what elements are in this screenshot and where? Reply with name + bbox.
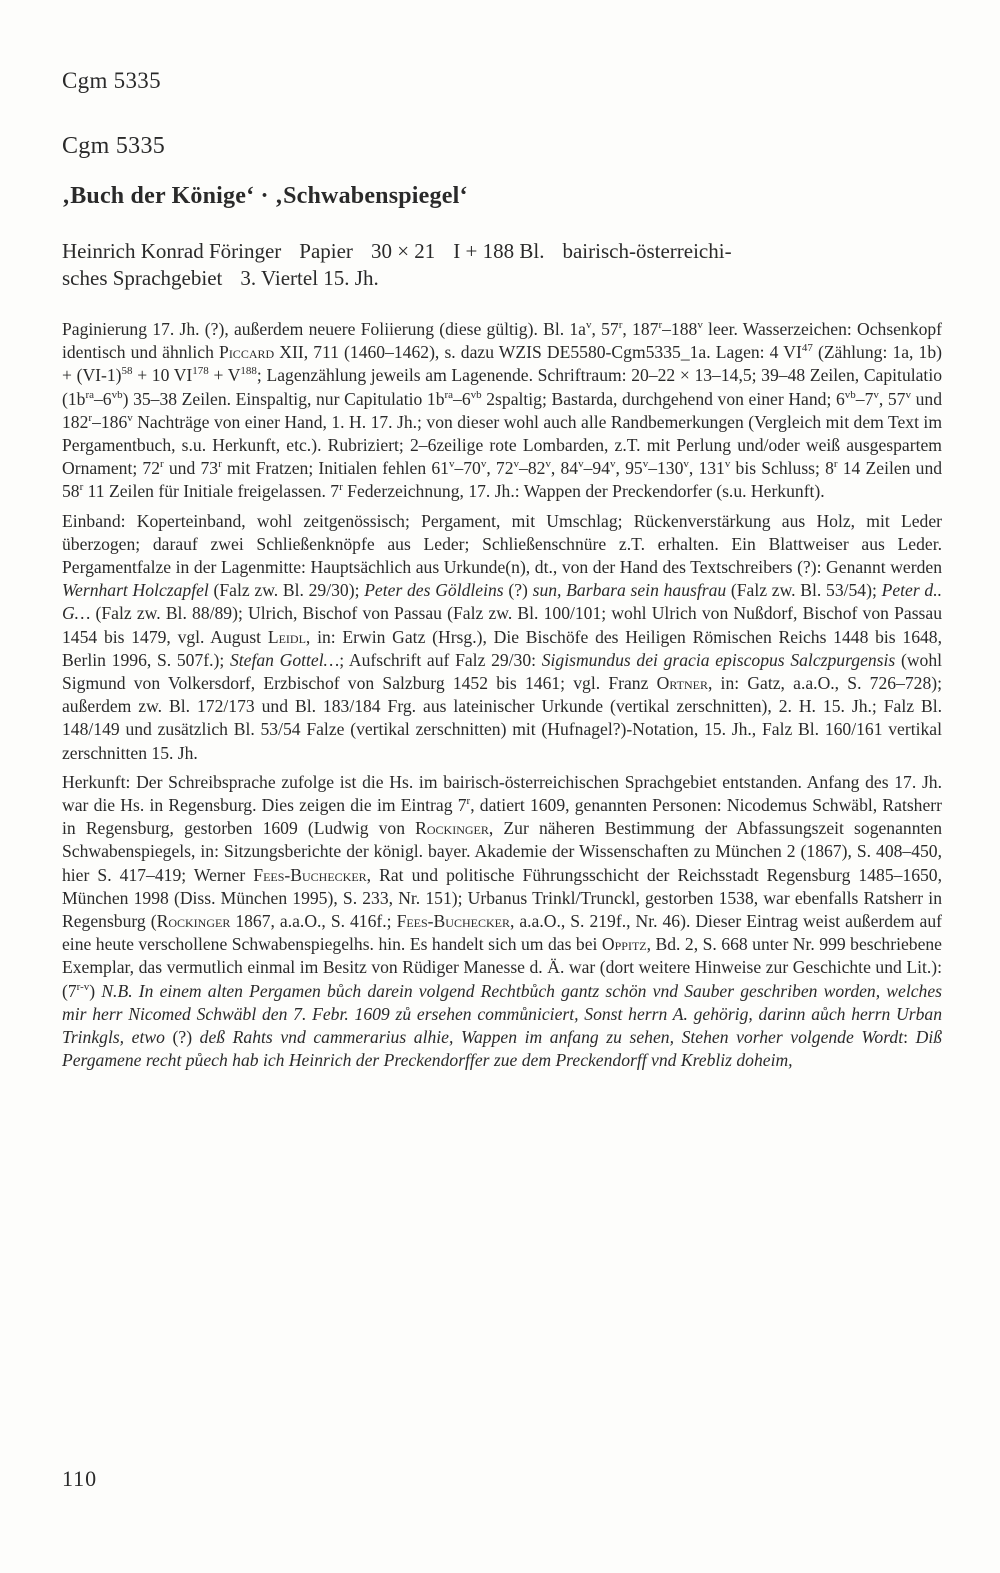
author-name: Piccard (219, 342, 275, 363)
manuscript-metadata (62, 238, 942, 292)
meta-region-2: sches Sprachgebiet (62, 266, 223, 290)
meta-author: Heinrich Konrad Föringer (62, 239, 282, 263)
paragraph-codicology: Paginierung 17. Jh. (?), außerdem neuere Foliierung (diese gültig). Bl. $1a^v$, 57$^r$, 187$^r$–188$^v$ leer. Wasserzeichen: Ochsenkopf identisch und ähnlich Piccard XII, 711 (1460–1462), s. dazu WZIS DE5580-Cgm5335_1a. Lagen: 4 VI$^{47}$ (Zählung: 1a, $1b) + (VI-1)^{58} + 10$ $VI^{178} + V^{188}$; Lagenzählung jeweils am Lagenende. Schriftraum: 20–22 × 13–14,5; 39–48 Zeilen, Capitulatio $(1b^{ra}-6^{vb})$ 35–38 Zeilen. Einspaltig, nur Capitulatio $1b^{ra}-6^{vb}$ 2spaltig; Bastarda, durchgehend von einer Hand; $6^{vb}-7^v$, 57$^v$ und 182$^r$–186$^v$ Nachträge von einer Hand, 1. H. 17. Jh.; von dieser wohl auch alle Randbemerkungen (Vergleich mit dem Text im Pergamentbuch, s.u. Herkunft, etc.). Rubriziert; 2–6zeilige rote Lombarden, z.T. mit Perlung und/oder weiß ausgespartem Ornament; 72$^r$ und 73$^r$ mit Fratzen; Initialen fehlen 61$^v$–70$^v$, 72$^v$–82$^v$, 84$^v$–94$^v$, 95$^v$–130$^v$, 131$^v$ bis Schluss; 8$^r$ 14 Zeilen und 58$^r$ 11 Zeilen für Initiale freigelassen. 7$^r$ Federzeichnung, 17. Jh.: Wappen der Preckendorfer (s.u. Herkunft). (62, 319, 943, 502)
meta-material: Papier (299, 239, 353, 263)
page-number: 110 (62, 1466, 98, 1491)
meta-date: 3. Viertel 15. Jh. (240, 266, 379, 290)
paragraph-provenance: Herkunft: Der Schreibsprache zufolge ist die Hs. im bairisch-österreichischen Sprachgebiet entstanden. Anfang des 17. Jh. war die Hs. in Regensburg. Dies zeigen die im Eintrag 7$^r$, datiert 1609, genannten Personen: Nicodemus Schwäbl, Ratsherr in Regensburg, gestorben 1609 (Ludwig von Rockinger, Zur näheren Bestimmung der Abfassungszeit sogenannten Schwabenspiegels, in: Sitzungsberichte der königl. bayer. Akademie der Wissenschaften zu München 2 (1867), S. 408–450, hier S. 417–419; Werner Fees-Buchecker, Rat und politische Führungsschicht der Reichsstadt Regensburg 1485–1650, München 1998 (Diss. München 1995), S. 233, Nr. 151); Urbanus Trinkl/Trunckl, gestorben 1538, war ebenfalls Ratsherr in Regensburg (Rockinger 1867, a.a.O., S. 416f.; Fees-Buchecker, a.a.O., S. 219f., Nr. 46). Dieser Eintrag weist außerdem auf eine heute verschollene Schwabenspiegelhs. hin. Es handelt sich um das bei Oppitz, Bd. 2, S. 668 unter Nr. 999 beschriebene Exemplar, das vermutlich einmal im Besitz von Rüdiger Manesse d. Ä. war (dort weitere Hinweise zur Geschichte und Lit.): (7$^{r-v}$) N.B. In einem alten Pergamen bůch darein volgend Rechtbůch gantz schön vnd Sauber geschriben worden, welches mir herr Nicomed Schwäbl den 7. Febr. 1609 zů ersehen commůniciert, Sonst herrn A. gehörig, darinn aůch herrn Urban Trinkgls, etwo (?) deß Rahts vnd cammerarius alhie, Wappen im anfang zu sehen, Stehen vorher volgende Wordt: Diß Pergamene recht půech hab ich Heinrich der Preckendorffer zue dem Preckendorff vnd Krebliz doheim, (62, 771, 943, 1071)
manuscript-signature: Cgm 5335 (62, 133, 166, 159)
manuscript-title: ‚Buch der Könige‘ · ‚Schwabenspiegel‘ (62, 183, 468, 209)
running-head: Cgm 5335 (62, 68, 161, 93)
meta-leaves: I + 188 Bl. (453, 239, 545, 263)
meta-format: 30 × 21 (370, 239, 436, 263)
description-body (62, 318, 942, 1079)
paragraph-binding: Einband: Koperteinband, wohl zeitgenössisch; Pergament, mit Umschlag; Rückenverstärkung aus Holz, mit Leder überzogen; darauf zwei Schließenknöpfe aus Leder; Schließenschnüre z.T. erhalten. Ein Blattweiser aus Leder. Pergamentfalze in der Lagenmitte: Hauptsächlich aus Urkunde(n), dt., von der Hand des Textschreibers (?): Genannt werden Wernhart Holczapfel (Falz zw. Bl. 29/30); Peter des Göldleins (?) sun, Barbara sein hausfrau (Falz zw. Bl. 53/54); Peter d.. G… (Falz zw. Bl. 88/89); Ulrich, Bischof von Passau (Falz zw. Bl. 100/101; wohl Ulrich von Nußdorf, Bischof von Passau 1454 bis 1479, vgl. August Leidl, in: Erwin Gatz (Hrsg.), Die Bischöfe des Heiligen Römischen Reichs 1448 bis 1648, Berlin 1996, S. 507f.); Stefan Gottel…; Aufschrift auf Falz 29/30: Sigismundus dei gracia episcopus Salczpurgensis (wohl Sigmund von Volkersdorf, Erzbischof von Salzburg 1452 bis 1461; vgl. Franz Ortner, in: Gatz, a.a.O., S. 726–728); außerdem zw. Bl. 172/173 und Bl. 183/184 Frg. aus lateinischer Urkunde (vertikal zerschnitten), 2. H. 15. Jh.; Falz Bl. 148/149 und zusätzlich Bl. 53/54 Falze (vertikal zerschnitten) mit (Hufnagel?)-Notation, 15. Jh., Falz Bl. 160/161 vertikal zerschnitten 15. Jh. (62, 510, 943, 763)
meta-region-1: bairisch-österreichi- (562, 239, 732, 263)
